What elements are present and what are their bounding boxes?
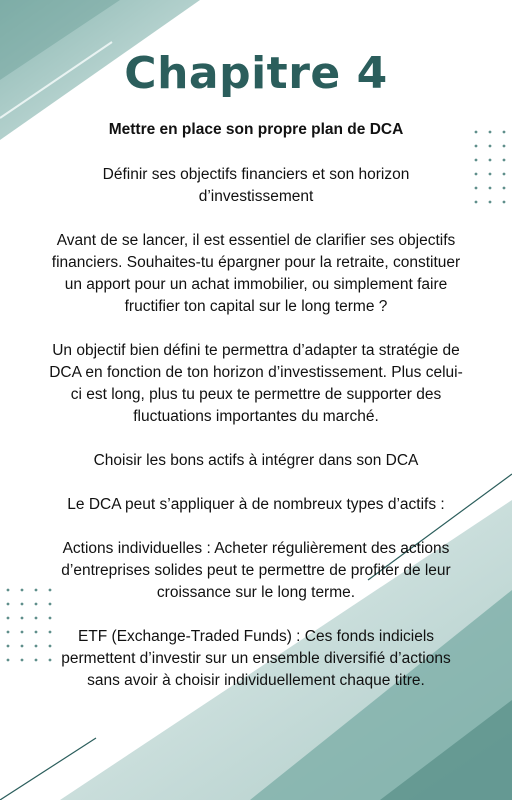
chapter-subtitle: Mettre en place son propre plan de DCA xyxy=(108,121,404,138)
chapter-body xyxy=(48,164,464,714)
paragraph-stocks: Actions individuelles : Acheter régulièrement des actions d’entreprises solides peut te permettre de profiter de leur croissance sur le long terme. xyxy=(61,540,451,601)
paragraph-asset-types: Le DCA peut s’appliquer à de nombreux types d’actifs : xyxy=(67,496,445,513)
paragraph-etf: ETF (Exchange-Traded Funds) : Ces fonds indiciels permettent d’investir sur un ensemble diversifié d’actions sans avoir à choisir individuellement chaque titre. xyxy=(61,628,451,689)
section-heading-assets: Choisir les bons actifs à intégrer dans son DCA xyxy=(93,452,419,469)
paragraph-objectives: Avant de se lancer, il est essentiel de clarifier ses objectifs financiers. Souhaites-tu épargner pour la retraite, constituer un apport pour un achat immobilier, ou simplement faire fructifier ton capital sur le long terme ? xyxy=(51,232,461,315)
paragraph-horizon: Un objectif bien défini te permettra d’adapter ta stratégie de DCA en fonction de ton horizon d’investissement. Plus celui-ci est long, plus tu peux te permettre de supporter des fluctuations importantes du marché. xyxy=(49,342,463,425)
section-heading-objectives: Définir ses objectifs financiers et son horizon d’investissement xyxy=(102,166,410,205)
chapter-title: Chapitre 4 xyxy=(124,48,388,99)
